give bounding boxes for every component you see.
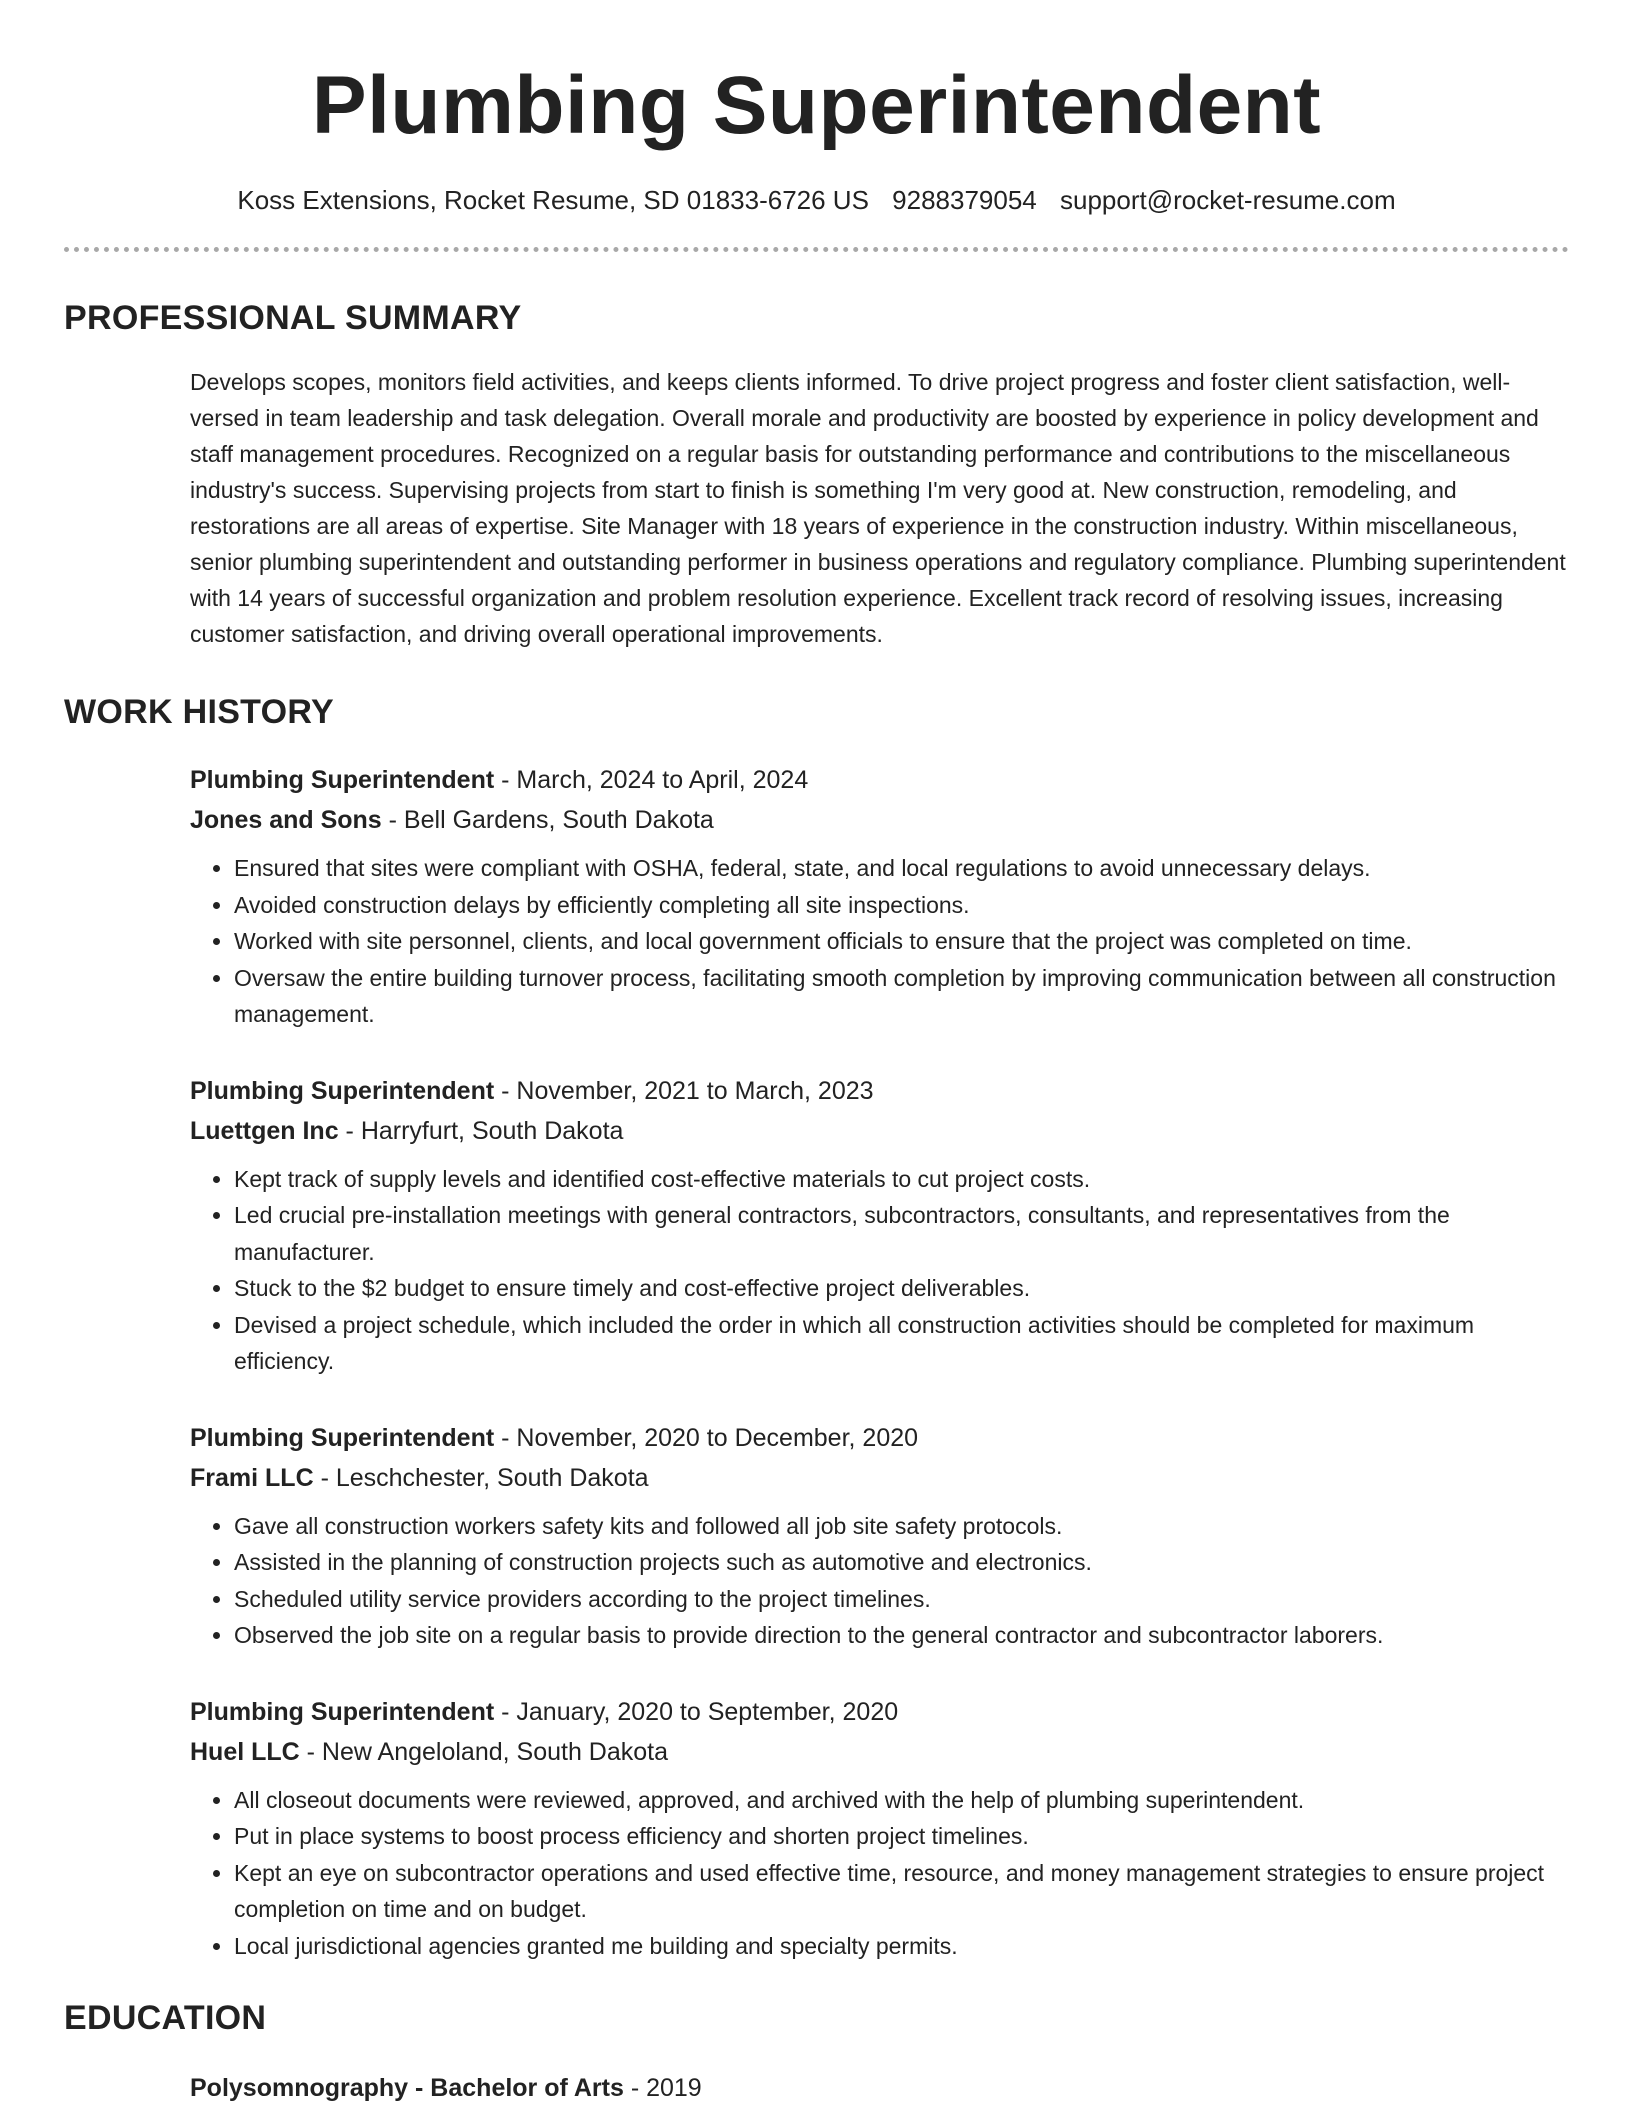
job-bullets: [190, 1161, 1569, 1380]
job-bullet: • Kept track of supply levels and identified cost-effective materials to cut project costs.: [234, 1161, 1569, 1198]
job-company: Huel LLC: [190, 1737, 300, 1766]
education-degree: Polysomnography - Bachelor of Arts: [190, 2074, 624, 2102]
job-company-line: [190, 1732, 1569, 1772]
job-entry: [190, 760, 1569, 1033]
job-location: - New Angeloland, South Dakota: [299, 1737, 669, 1766]
candidate-name: Plumbing Superintendent: [311, 60, 1322, 151]
job-title-line: [190, 1418, 1569, 1458]
job-title-line: [190, 1692, 1569, 1732]
job-company-line: [190, 800, 1569, 840]
job-role: Plumbing Superintendent: [190, 1076, 495, 1105]
job-location: - Leschchester, South Dakota: [313, 1463, 649, 1492]
job-bullet: • Avoided construction delays by efficiently completing all site inspections.: [234, 887, 1569, 924]
job-bullet: • Worked with site personnel, clients, and local government officials to ensure that the project was completed on time.: [234, 923, 1569, 960]
job-company: Frami LLC: [190, 1463, 314, 1492]
job-bullet: • All closeout documents were reviewed, approved, and archived with the help of plumbing superintendent.: [234, 1782, 1569, 1819]
job-bullets: [190, 850, 1569, 1033]
job-bullet: • Oversaw the entire building turnover process, facilitating smooth completion by improving communication between all construction management.: [234, 960, 1569, 1033]
work-history-heading: WORK HISTORY: [64, 693, 334, 731]
header-divider: [64, 247, 1569, 252]
summary-text: Develops scopes, monitors field activities, and keeps clients informed. To drive project progress and foster client satisfaction, well-versed in team leadership and task delegation. Overall morale and productivity are boosted by experience in policy development and staff management procedures. Recognized on a regular basis for outstanding performance and contributions to the miscellaneous industry's success. Supervising projects from start to finish is something I'm very good at. New construction, remodeling, and restorations are all areas of expertise. Site Manager with 18 years of experience in the construction industry. Within miscellaneous, senior plumbing superintendent and outstanding performer in business operations and regulatory compliance. Plumbing superintendent with 14 years of successful organization and problem resolution experience. Excellent track record of resolving issues, increasing customer satisfaction, and driving overall operational improvements.: [190, 369, 1566, 647]
job-bullet: • Kept an eye on subcontractor operations and used effective time, resource, and money management strategies to ensure project completion on time and on budget.: [234, 1855, 1569, 1928]
job-entry: [190, 1071, 1569, 1380]
job-company: Jones and Sons: [190, 806, 382, 834]
job-bullet: • Local jurisdictional agencies granted me building and specialty permits.: [234, 1928, 1569, 1965]
education-entry: [190, 2068, 1569, 2108]
job-title-line: [190, 1071, 1569, 1111]
job-dates: - January, 2020 to September, 2020: [494, 1697, 899, 1726]
job-bullet: • Put in place systems to boost process efficiency and shorten project timelines.: [234, 1818, 1569, 1855]
education-heading: EDUCATION: [64, 1999, 267, 2037]
contact-line: [64, 184, 1569, 216]
job-bullets: [190, 1508, 1569, 1654]
job-company: Luettgen Inc: [190, 1116, 339, 1145]
education-year: - 2019: [623, 2074, 702, 2102]
contact-email: support@rocket-resume.com: [1060, 185, 1396, 215]
job-dates: - November, 2021 to March, 2023: [494, 1076, 874, 1105]
job-entry: [190, 1418, 1569, 1654]
job-bullet: • Devised a project schedule, which included the order in which all construction activities should be completed for maximum efficiency.: [234, 1307, 1569, 1380]
job-entry: [190, 1692, 1569, 1965]
job-bullet: • Ensured that sites were compliant with OSHA, federal, state, and local regulations to avoid unnecessary delays.: [234, 850, 1569, 887]
job-company-line: [190, 1458, 1569, 1498]
job-bullet: • Led crucial pre-installation meetings with general contractors, subcontractors, consultants, and representatives from the manufacturer.: [234, 1197, 1569, 1270]
job-role: Plumbing Superintendent: [190, 766, 495, 794]
contact-address: Koss Extensions, Rocket Resume, SD 01833-6726 US: [237, 185, 869, 215]
job-title-line: [190, 760, 1569, 800]
job-role: Plumbing Superintendent: [190, 1697, 495, 1726]
summary-heading: PROFESSIONAL SUMMARY: [64, 299, 522, 337]
job-dates: - March, 2024 to April, 2024: [494, 766, 809, 794]
job-bullet: • Scheduled utility service providers according to the project timelines.: [234, 1581, 1569, 1618]
resume-header: [64, 0, 1569, 216]
job-bullet: • Assisted in the planning of construction projects such as automotive and electronics.: [234, 1544, 1569, 1581]
job-bullets: [190, 1782, 1569, 1965]
contact-phone: 9288379054: [892, 185, 1037, 215]
job-bullet: • Observed the job site on a regular basis to provide direction to the general contractor and subcontractor laborers.: [234, 1617, 1569, 1654]
job-bullet: • Gave all construction workers safety kits and followed all job site safety protocols.: [234, 1508, 1569, 1545]
job-location: - Bell Gardens, South Dakota: [381, 806, 714, 834]
job-location: - Harryfurt, South Dakota: [338, 1116, 624, 1145]
job-role: Plumbing Superintendent: [190, 1423, 495, 1452]
job-bullet: • Stuck to the $2 budget to ensure timely and cost-effective project deliverables.: [234, 1270, 1569, 1307]
job-company-line: [190, 1111, 1569, 1151]
job-dates: - November, 2020 to December, 2020: [494, 1423, 919, 1452]
